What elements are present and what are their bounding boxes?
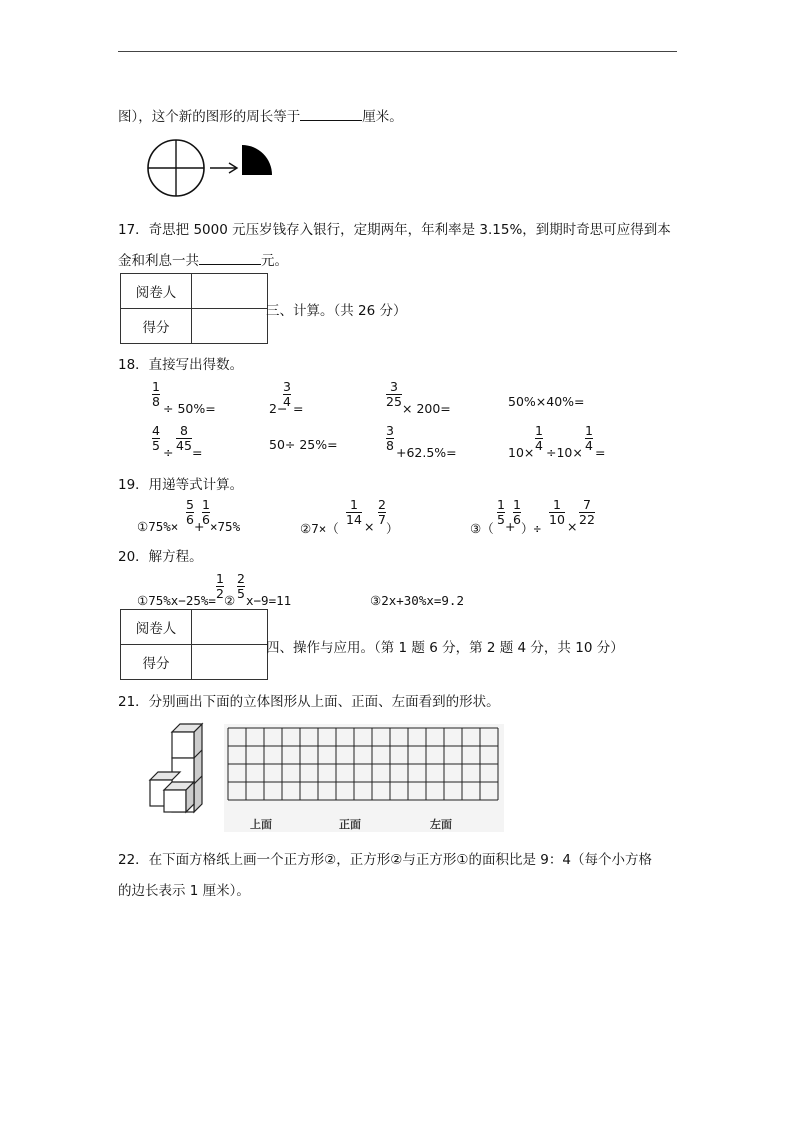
expr-rest: ÷ 50%= <box>163 401 216 416</box>
expr-post: ） <box>386 521 399 536</box>
expr-op: × <box>364 519 375 534</box>
label-front-view: 正面 <box>339 818 361 831</box>
q17-line1: 17．奇思把 5000 元压岁钱存入银行，定期两年，年利率是 3.15%，到期时奇思可应得到本 <box>118 222 671 238</box>
q21-title: 21．分别画出下面的立体图形从上面、正面、左面看到的形状。 <box>118 694 500 710</box>
q16-text: 图），这个新的图形的周长等于 厘米。 <box>118 105 403 125</box>
fraction: $\frac{1}{4}$ <box>585 423 593 453</box>
equation-3: ③2x+30%x=9.2 <box>370 593 464 608</box>
expr-pre: ①75%x−25%= <box>137 593 216 608</box>
q20-title: 20．解方程。 <box>118 549 203 565</box>
section-four-title: 四、操作与应用。（第 1 题 6 分，第 2 题 4 分，共 10 分） <box>266 640 624 656</box>
answer-blank[interactable] <box>300 106 362 121</box>
fraction: $\frac{1}{6}$ <box>202 497 210 527</box>
fraction: $\frac{5}{6}$ <box>186 497 194 527</box>
expr-pre: ①75%× <box>137 519 179 534</box>
expr-rest: × 200= <box>402 401 451 416</box>
fraction: $\frac{1}{10}$ <box>549 497 565 527</box>
expr-op: + <box>194 519 205 534</box>
answer-blank[interactable] <box>199 250 261 265</box>
expr-mid: ÷10× <box>546 445 583 460</box>
fraction: $\frac{2}{5}$ <box>237 571 245 601</box>
label-top-view: 上面 <box>250 818 272 831</box>
expr-mid: ÷ <box>163 445 174 460</box>
fraction: $\frac{1}{5}$ <box>497 497 505 527</box>
expr-rest: +62.5%= <box>396 445 457 460</box>
expr: 50÷ 25%= <box>269 437 338 452</box>
grader-label: 阅卷人 <box>121 274 192 309</box>
q18-title: 18．直接写出得数。 <box>118 357 244 373</box>
score-cell[interactable] <box>192 309 268 344</box>
header-rule <box>118 51 677 52</box>
fraction: $\frac{1}{2}$ <box>216 571 224 601</box>
fraction: $\frac{8}{45}$ <box>176 423 192 453</box>
score-label: 得分 <box>121 645 192 680</box>
label-left-view: 左面 <box>430 818 452 831</box>
expr-op: + <box>505 519 516 534</box>
score-label: 得分 <box>121 309 192 344</box>
expr-pre: 10× <box>508 445 535 460</box>
score-table <box>120 273 268 344</box>
expr-pre: ③（ <box>470 521 494 536</box>
expr-pre: ②7×（ <box>300 521 339 536</box>
expr-rest: = <box>595 445 606 460</box>
grader-cell[interactable] <box>192 274 268 309</box>
fraction: $\frac{1}{8}$ <box>152 379 160 409</box>
section-three-title: 三、计算。（共 26 分） <box>266 303 407 319</box>
expr-mid: ）÷ <box>521 521 542 536</box>
fraction: $\frac{7}{22}$ <box>579 497 595 527</box>
q22-line1: 22．在下面方格纸上画一个正方形②，正方形②与正方形①的面积比是 9：4（每个小方格 <box>118 852 652 868</box>
grader-label: 阅卷人 <box>121 610 192 645</box>
fraction: $\frac{3}{4}$ <box>283 379 291 409</box>
expr-post: ×75% <box>210 519 241 534</box>
expr-post: x−9=11 <box>246 593 292 608</box>
score-cell[interactable] <box>192 645 268 680</box>
q22-line2: 的边长表示 1 厘米）。 <box>118 883 250 899</box>
fraction: $\frac{1}{6}$ <box>513 497 521 527</box>
q19-title: 19．用递等式计算。 <box>118 477 244 493</box>
expr-op: × <box>567 519 578 534</box>
fraction: $\frac{3}{25}$ <box>386 379 402 409</box>
grader-cell[interactable] <box>192 610 268 645</box>
expr-mid: ② <box>224 593 236 608</box>
fraction: $\frac{2}{7}$ <box>378 497 386 527</box>
fraction: $\frac{4}{5}$ <box>152 423 160 453</box>
expr: 50%×40%= <box>508 394 585 409</box>
expr-rest: = <box>192 445 203 460</box>
q17-line2: 金和利息一共 元。 <box>118 249 288 269</box>
expr-pre: 2− <box>269 401 288 416</box>
cubes-solid-figure <box>144 720 214 832</box>
circle-quarter-figure <box>140 135 280 203</box>
fraction: $\frac{1}{14}$ <box>346 497 362 527</box>
expr-rest: = <box>293 401 304 416</box>
score-table <box>120 609 268 680</box>
fraction: $\frac{1}{4}$ <box>535 423 543 453</box>
fraction: $\frac{3}{8}$ <box>386 423 394 453</box>
